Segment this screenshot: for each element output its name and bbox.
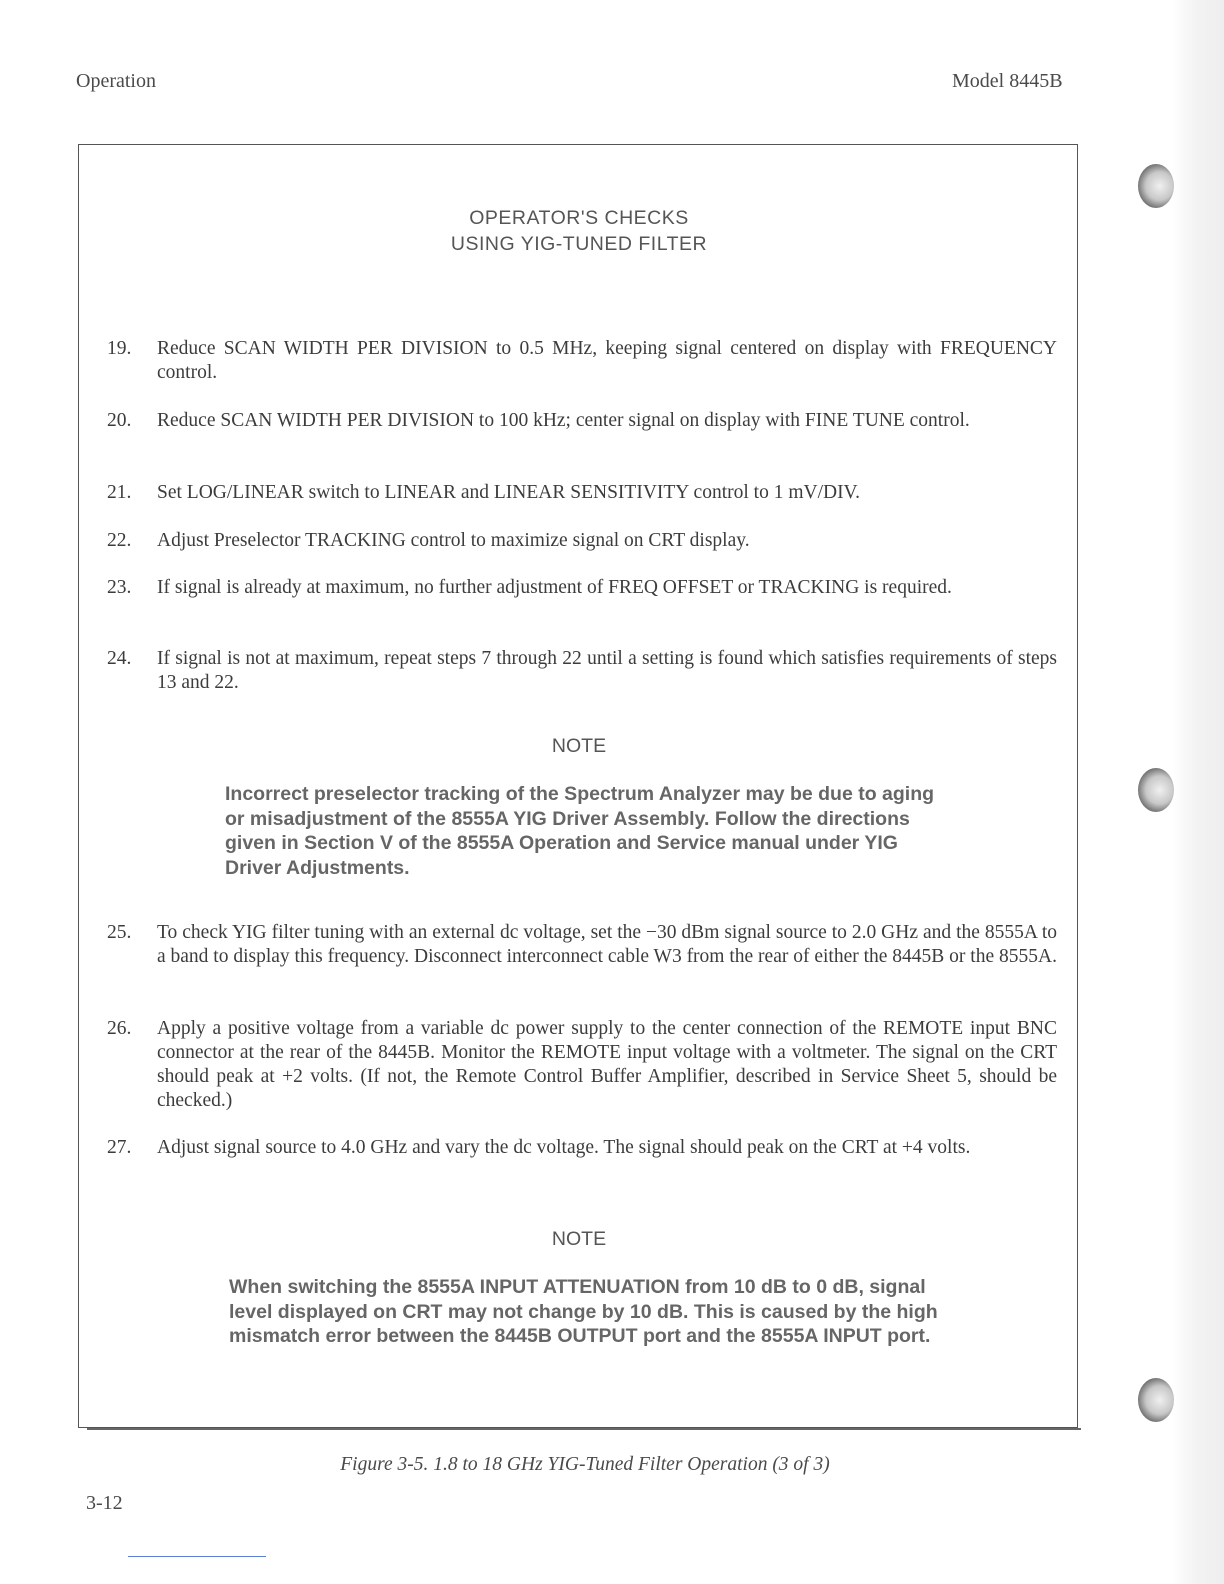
step-25: [107, 921, 1057, 969]
note-body-1: Incorrect preselector tracking of the Spectrum Analyzer may be due to aging or misadjustment of the 8555A YIG Driver Assembly. Follow the directions given in Section V of the 8555A Operation and Service manual under YIG Driver Adjustments.: [225, 783, 935, 879]
step-23: [107, 576, 1057, 600]
procedure-box: [78, 144, 1078, 1428]
step-text: If signal is already at maximum, no further adjustment of FREQ OFFSET or TRACKING is required.: [157, 577, 952, 598]
step-number: 19.: [107, 338, 132, 359]
step-text: Set LOG/LINEAR switch to LINEAR and LINEAR SENSITIVITY control to 1 mV/DIV.: [157, 482, 860, 503]
step-number: 21.: [107, 482, 132, 503]
binder-hole-middle: [1138, 768, 1174, 812]
step-text: To check YIG filter tuning with an external dc voltage, set the −30 dBm signal source to 2.0 GHz and the 8555A to a band to display this frequency. Disconnect interconnect cable W3 from the rear of either the 8445B or the 8555A.: [157, 922, 1057, 967]
header-model-label: Model 8445B: [952, 70, 1063, 92]
step-24: [107, 647, 1057, 695]
step-text: Reduce SCAN WIDTH PER DIVISION to 0.5 MHz, keeping signal centered on display with FREQUENCY control.: [157, 338, 1057, 383]
step-26: [107, 1017, 1057, 1113]
step-number: 26.: [107, 1018, 132, 1039]
note-heading-1: NOTE: [551, 735, 607, 757]
header-section-label: Operation: [76, 70, 156, 92]
binder-hole-bottom: [1138, 1378, 1174, 1422]
step-text: Adjust Preselector TRACKING control to maximize signal on CRT display.: [157, 530, 750, 551]
page-number: 3-12: [86, 1492, 123, 1514]
step-number: 20.: [107, 410, 132, 431]
step-21: [107, 481, 1057, 505]
step-27: [107, 1136, 1057, 1160]
binder-hole-top: [1138, 164, 1174, 208]
step-19: [107, 337, 1057, 385]
step-number: 24.: [107, 648, 132, 669]
figure-caption: Figure 3-5. 1.8 to 18 GHz YIG-Tuned Filter Operation (3 of 3): [340, 1454, 830, 1475]
step-22: [107, 529, 1057, 553]
step-text: Adjust signal source to 4.0 GHz and vary the dc voltage. The signal should peak on the CRT at +4 volts.: [157, 1137, 971, 1158]
step-text: If signal is not at maximum, repeat steps 7 through 22 until a setting is found which satisfies requirements of steps 13 and 22.: [157, 648, 1057, 693]
note-body-2: When switching the 8555A INPUT ATTENUATION from 10 dB to 0 dB, signal level displayed on CRT may not change by 10 dB. This is caused by the high mismatch error between the 8445B OUTPUT port and the 8555A INPUT port.: [229, 1276, 938, 1347]
step-number: 23.: [107, 577, 132, 598]
note-heading-2: NOTE: [551, 1228, 607, 1250]
box-title-line2: USING YIG-TUNED FILTER: [450, 233, 708, 255]
step-number: 27.: [107, 1137, 132, 1158]
step-text: Reduce SCAN WIDTH PER DIVISION to 100 kHz; center signal on display with FINE TUNE control.: [157, 410, 970, 431]
step-20: [107, 409, 1057, 433]
step-text: Apply a positive voltage from a variable dc power supply to the center connection of the REMOTE input BNC connector at the rear of the 8445B. Monitor the REMOTE input voltage with a voltmeter. The signal on the CRT should peak at +2 volts. (If not, the Remote Control Buffer Amplifier, described in Service Sheet 5, should be checked.): [157, 1018, 1057, 1111]
bottom-rule: [128, 1556, 266, 1557]
page-edge-shadow: [1172, 0, 1224, 1584]
box-title-line1: OPERATOR'S CHECKS: [469, 207, 689, 229]
step-number: 25.: [107, 922, 132, 943]
step-number: 22.: [107, 530, 132, 551]
